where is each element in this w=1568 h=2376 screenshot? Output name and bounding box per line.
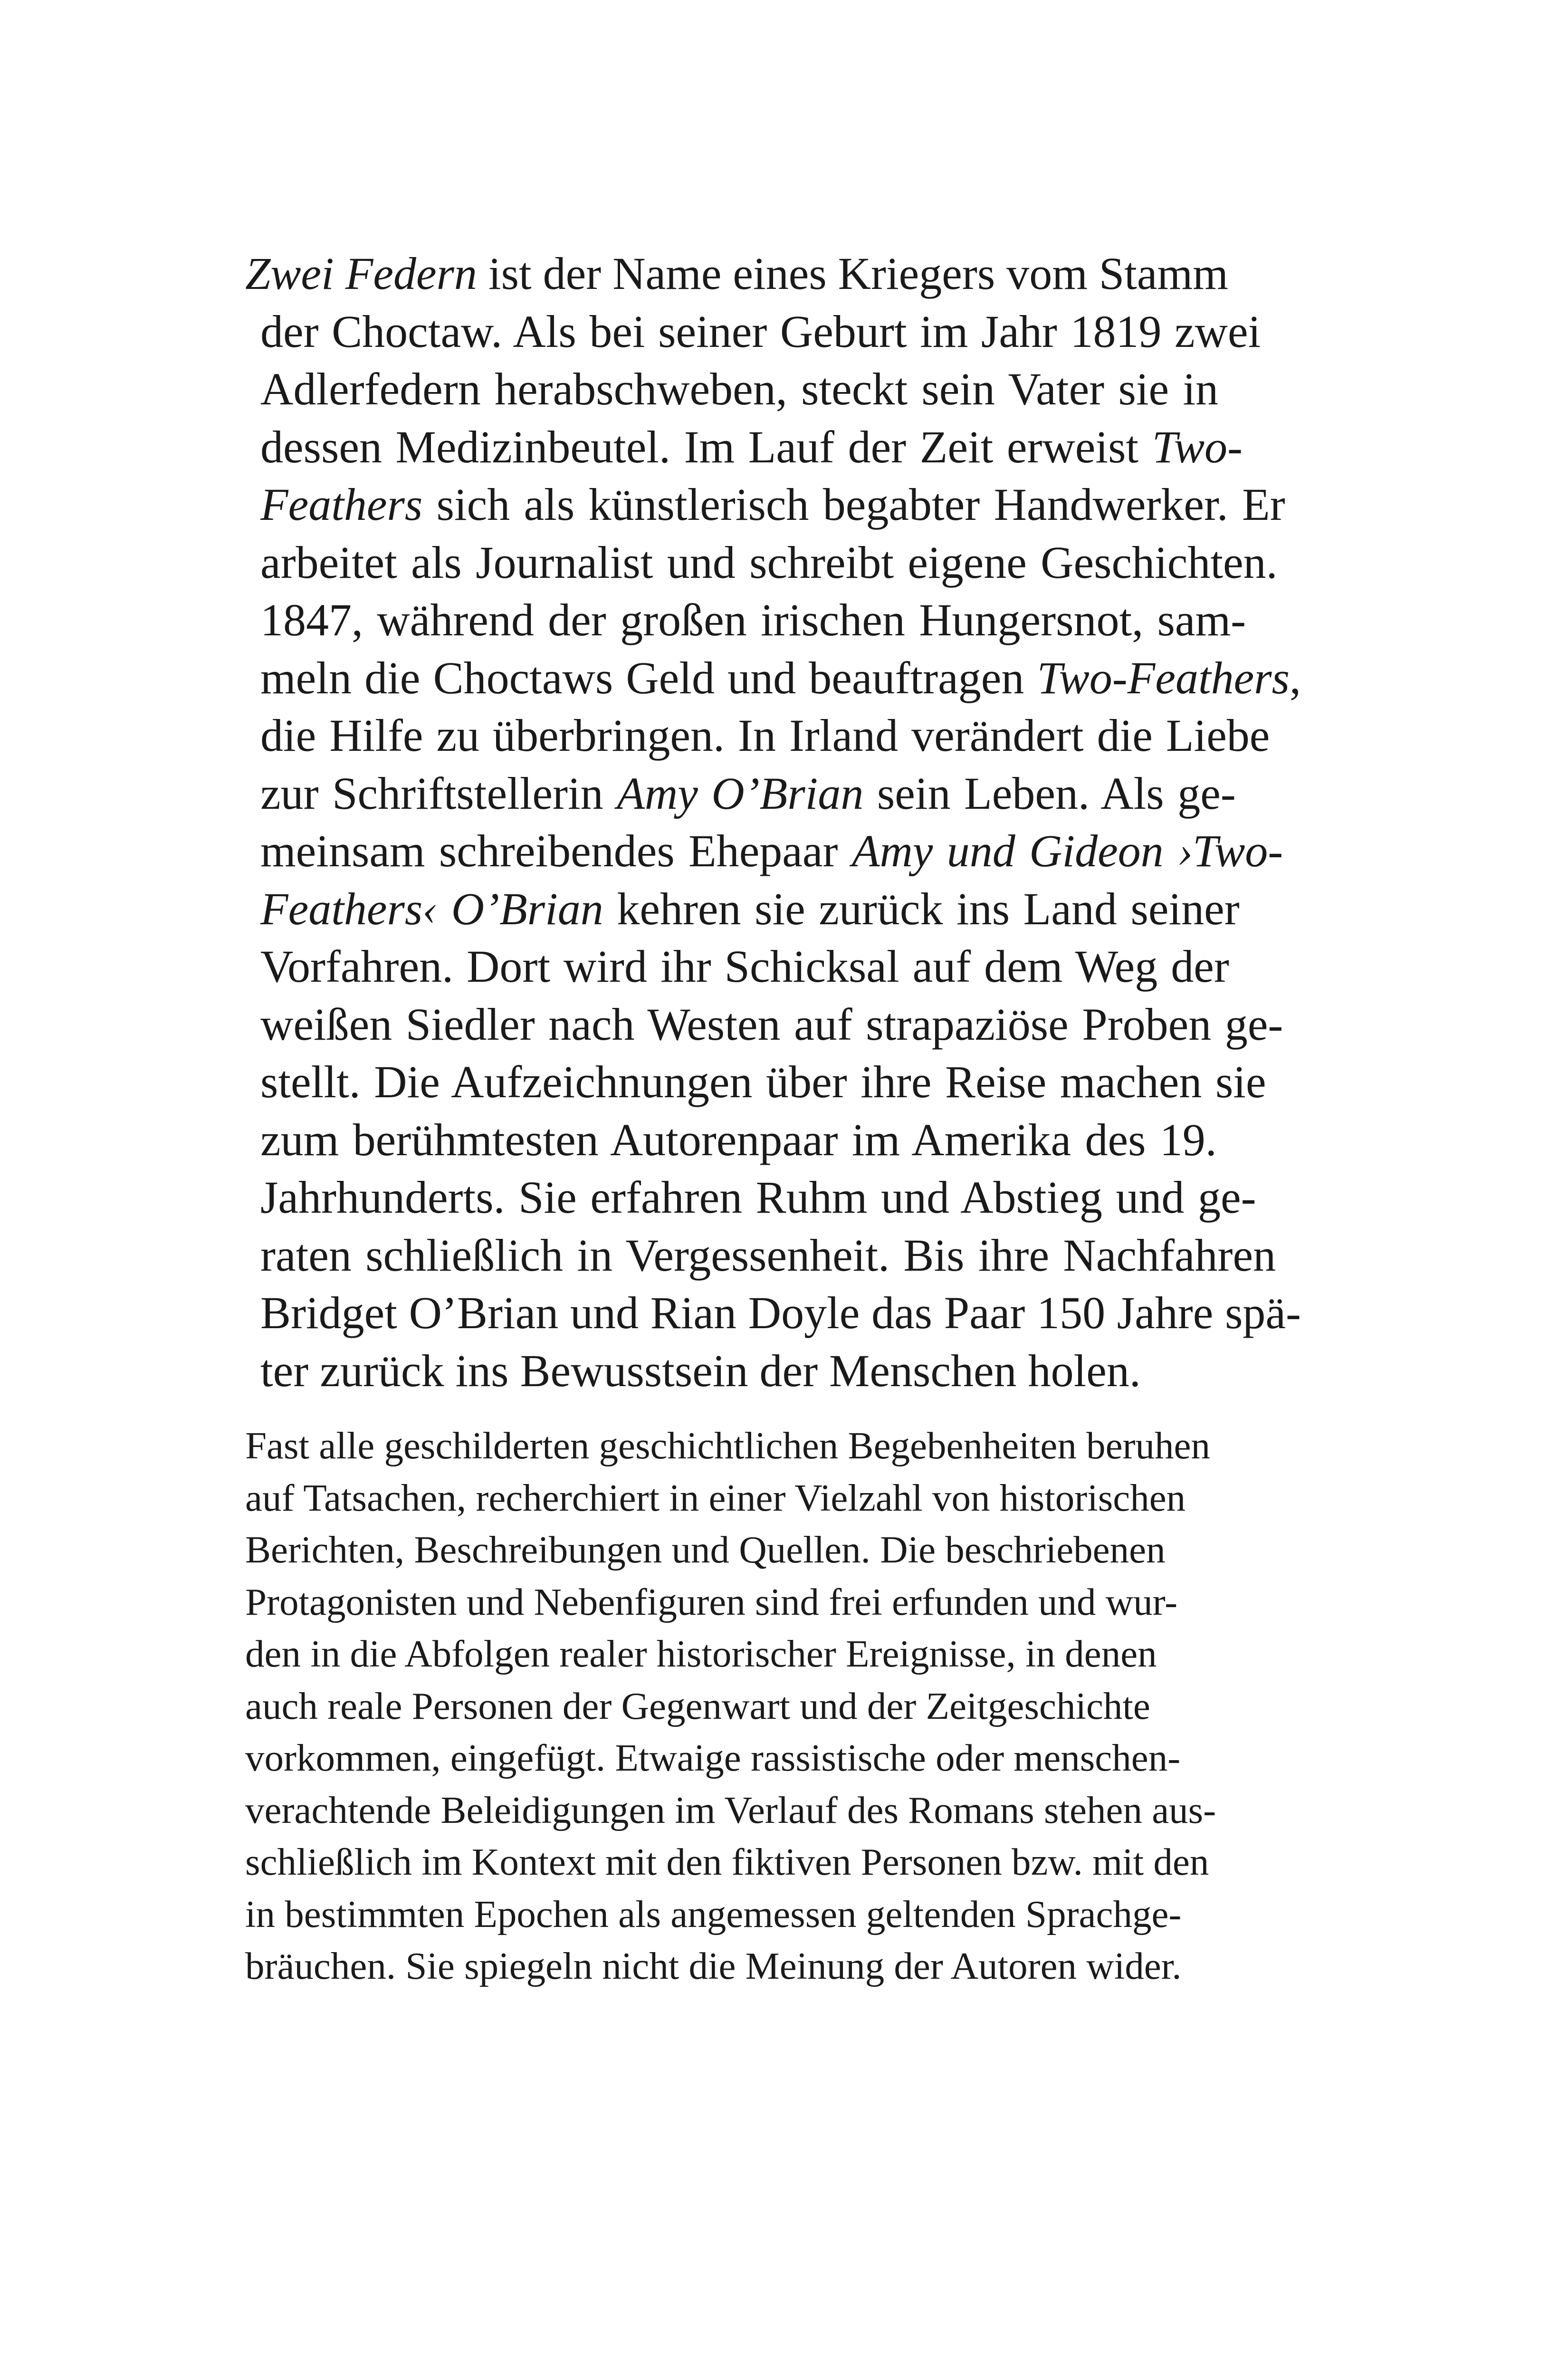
text-run: sein Leben. Als ge- <box>863 767 1236 819</box>
text-line <box>245 765 1286 823</box>
text-run: die Hilfe zu überbringen. In Irland verändert die Liebe <box>260 710 1270 761</box>
text-run: dessen Medizinbeutel. Im Lauf der Zeit erweist <box>260 421 1152 472</box>
text-run: , <box>1290 652 1301 703</box>
text-run: ter zurück ins Bewusstsein der Menschen holen. <box>260 1345 1141 1396</box>
text-run: ist der Name eines Kriegers vom Stamm <box>477 248 1228 299</box>
text-line <box>245 1169 1286 1226</box>
italic-text: Two- <box>1152 421 1243 472</box>
disclaimer-paragraph <box>245 1420 1286 1993</box>
text-run: zum berühmtesten Autorenpaar im Amerika des 19. <box>260 1114 1217 1165</box>
text-run: kehren sie zurück ins Land seiner <box>603 883 1240 934</box>
text-line <box>245 245 1286 303</box>
italic-text: Amy O’Brian <box>617 767 864 819</box>
text-line: Protagonisten und Nebenfiguren sind frei erfunden und wur- <box>245 1580 1178 1623</box>
text-line <box>245 1342 1286 1400</box>
text-line <box>245 1053 1286 1111</box>
text-line: vorkommen, eingefügt. Etwaige rassistische oder menschen- <box>245 1736 1181 1779</box>
text-run: weißen Siedler nach Westen auf strapaziöse Proben ge- <box>260 998 1283 1050</box>
text-line <box>245 360 1286 418</box>
text-run: der Choctaw. Als bei seiner Geburt im Jahr 1819 zwei <box>260 306 1261 357</box>
text-line <box>245 303 1286 361</box>
text-line: Fast alle geschilderten geschichtlichen Begebenheiten beruhen <box>245 1424 1210 1467</box>
text-line: den in die Abfolgen realer historischer Ereignisse, in denen <box>245 1632 1157 1675</box>
text-line: auf Tatsachen, recherchiert in einer Vielzahl von historischen <box>245 1476 1186 1519</box>
italic-text: Feathers <box>260 479 423 530</box>
text-line: auch reale Personen der Gegenwart und der Zeitgeschichte <box>245 1684 1150 1727</box>
text-line <box>245 822 1286 880</box>
text-run: zur Schriftstellerin <box>260 767 617 819</box>
italic-text: Amy und Gideon ›Two- <box>851 825 1283 876</box>
text-line: Berichten, Beschreibungen und Quellen. Die beschriebenen <box>245 1528 1166 1571</box>
italic-text: Feathers‹ O’Brian <box>260 883 603 934</box>
text-run: 1847, während der großen irischen Hungersnot, sam- <box>260 594 1246 645</box>
text-run: meln die Choctaws Geld und beauftragen <box>260 652 1037 703</box>
text-line: in bestimmten Epochen als angemessen geltenden Sprachge- <box>245 1892 1182 1935</box>
text-run: Vorfahren. Dort wird ihr Schicksal auf dem Weg der <box>260 941 1229 992</box>
italic-text: Zwei Federn <box>245 248 477 299</box>
text-line <box>245 418 1286 476</box>
text-line <box>245 649 1301 707</box>
text-run: meinsam schreibendes Ehepaar <box>260 825 852 876</box>
text-line: verachtende Beleidigungen im Verlauf des Romans stehen aus- <box>245 1788 1216 1831</box>
text-line <box>245 880 1286 938</box>
text-line <box>245 938 1286 996</box>
text-run: Bridget O’Brian und Rian Doyle das Paar 150 Jahre spä- <box>260 1287 1301 1338</box>
text-line: schließlich im Kontext mit den fiktiven Personen bzw. mit den <box>245 1840 1209 1883</box>
text-line <box>245 534 1286 592</box>
text-line <box>245 996 1286 1054</box>
text-line <box>245 1226 1286 1284</box>
text-run: raten schließlich in Vergessenheit. Bis ihre Nachfahren <box>260 1229 1276 1281</box>
text-line: bräuchen. Sie spiegeln nicht die Meinung der Autoren wider. <box>245 1945 1182 1987</box>
text-line <box>245 1284 1301 1342</box>
text-line <box>245 476 1286 534</box>
text-run: stellt. Die Aufzeichnungen über ihre Reise machen sie <box>260 1056 1266 1107</box>
italic-text: Two-Feathers <box>1037 652 1290 703</box>
text-line <box>245 707 1286 765</box>
text-line <box>245 591 1286 649</box>
text-line <box>245 1111 1286 1169</box>
text-run: sich als künstlerisch begabter Handwerker. Er <box>422 479 1285 530</box>
text-run: Adlerfedern herabschweben, steckt sein Vater sie in <box>260 364 1219 414</box>
main-paragraph <box>245 245 1301 1399</box>
text-run: Jahrhunderts. Sie erfahren Ruhm und Abstieg und ge- <box>260 1172 1256 1223</box>
text-run: arbeitet als Journalist und schreibt eigene Geschichten. <box>260 537 1278 588</box>
